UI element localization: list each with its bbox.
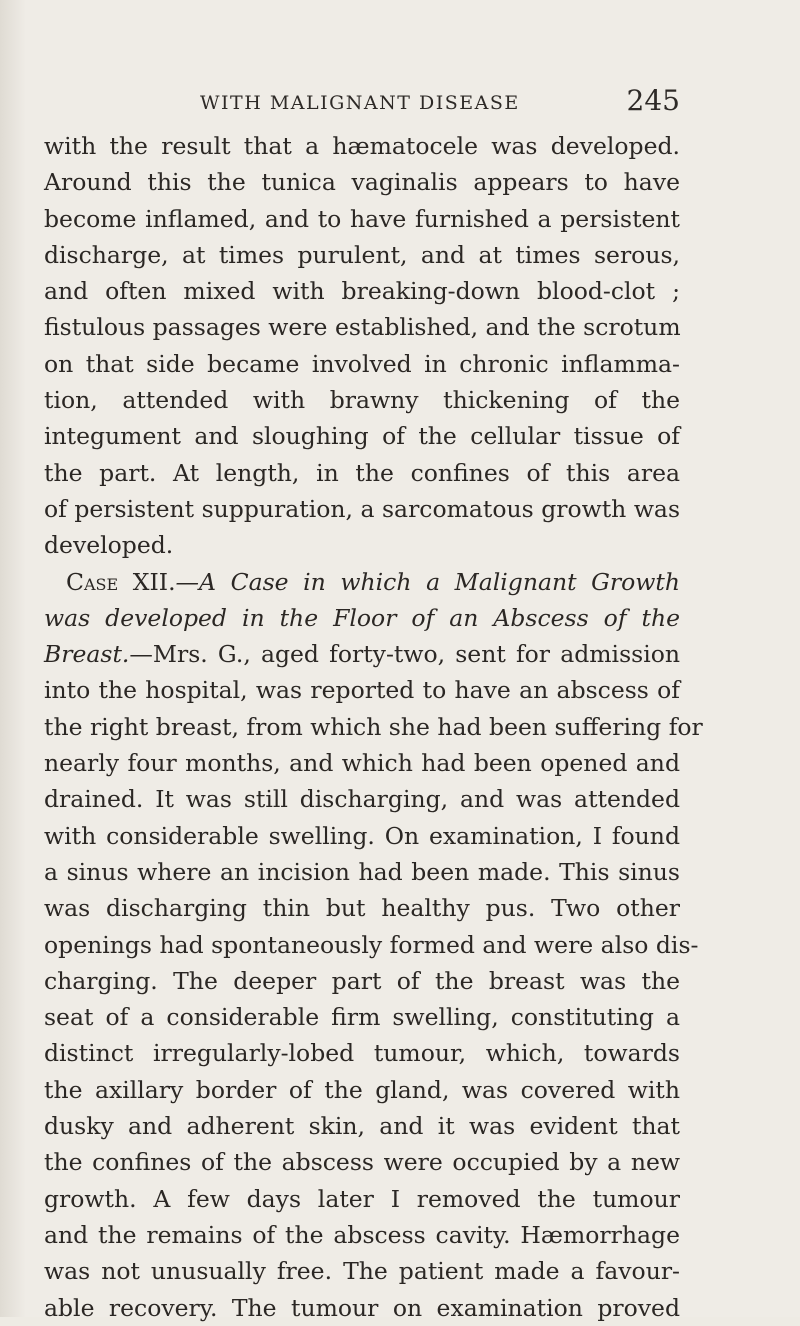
page-number: 245 [626,84,680,117]
text-line: of persistent suppuration, a sarcomatous growth was [44,494,680,523]
text-line: nearly four months, and which had been opened and [44,749,680,778]
text-line: Around this the tunica vaginalis appears to have [44,168,680,197]
case-intro: —Mrs. G., aged forty-two, sent for admission [129,640,680,669]
text-line: integument and sloughing of the cellular tissue of [44,422,680,451]
text-line: the axillary border of the gland, was covered with [44,1075,680,1104]
body-text [44,128,703,1326]
text-line: tion, attended with brawny thickening of the [44,386,680,415]
text-line: with the result that a hæmatocele was developed. [44,132,680,160]
case-title-part: —A Case in which a Malignant Growth [175,567,680,596]
text-line: and often mixed with breaking-down blood-clot ; [44,277,680,306]
running-head: WITH MALIGNANT DISEASE [200,92,520,114]
text-line: with considerable swelling. On examination, I found [44,821,680,850]
text-line: discharge, at times purulent, and at times serous, [44,240,680,269]
text-line: drained. It was still discharging, and was attended [44,785,680,814]
text-line: the confines of the abscess were occupied by a new [44,1148,680,1177]
page-header [200,80,680,120]
text-line: seat of a considerable firm swelling, constituting a [44,1003,680,1032]
case-title-end: Breast. [44,640,130,669]
text-line: the part. At length, in the confines of this area [44,458,680,487]
case-label: Case XII. [66,567,176,596]
text-line: dusky and adherent skin, and it was evident that [44,1112,680,1141]
text-line: was not unusually free. The patient made a favour- [44,1257,680,1286]
text-line: able recovery. The tumour on examination proved [44,1293,680,1322]
text-line: become inflamed, and to have furnished a persistent [44,204,680,233]
text-line: developed. [44,531,174,560]
text-line: into the hospital, was reported to have an abscess of [44,676,680,705]
text-line: growth. A few days later I removed the tumour [44,1184,680,1213]
text-line: and the remains of the abscess cavity. Hæmorrhage [44,1220,680,1249]
text-line: distinct irregularly-lobed tumour, which, towards [44,1039,680,1068]
case-title-line: was developed in the Floor of an Abscess of the [44,603,680,632]
text-line: was discharging thin but healthy pus. Two other [44,894,680,923]
text-line: fistulous passages were established, and the scrotum [44,313,681,342]
text-line: on that side became involved in chronic inflamma- [44,349,680,378]
case-title-line-end [44,636,680,672]
case-heading-line [44,564,680,600]
text-line: openings had spontaneously formed and were also dis- [44,930,699,959]
text-line: charging. The deeper part of the breast was the [44,966,680,995]
text-line: the right breast, from which she had been suffering for [44,712,703,741]
text-line: a sinus where an incision had been made. This sinus [44,857,680,886]
